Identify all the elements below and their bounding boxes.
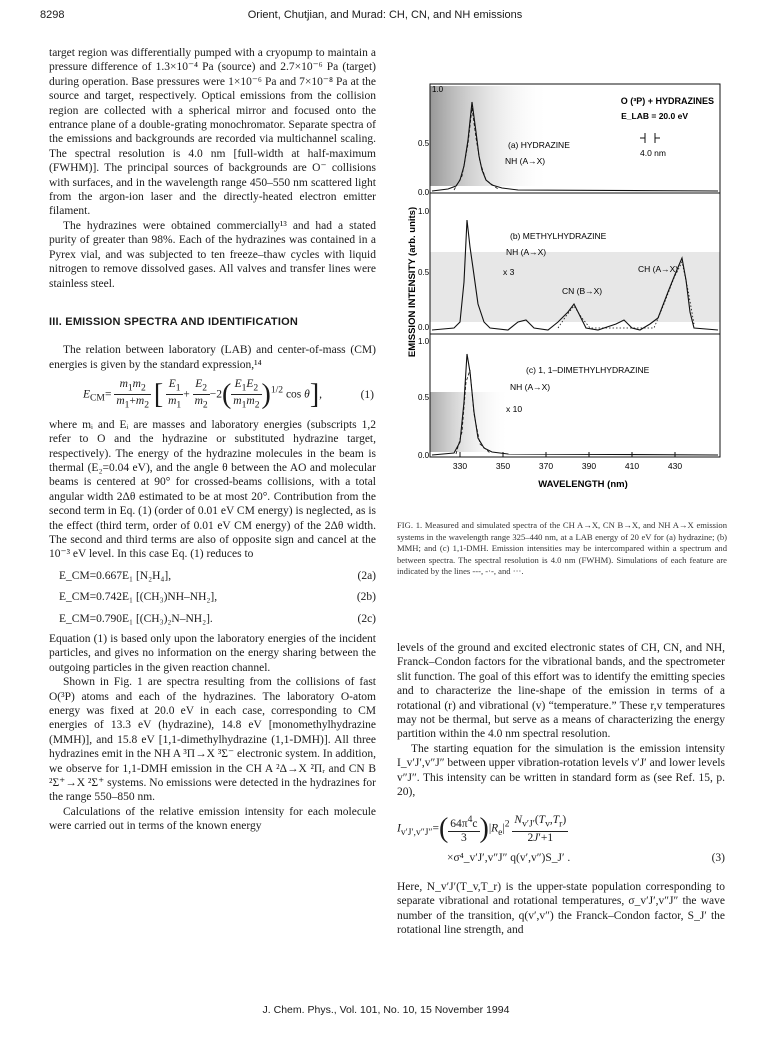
figure-1 <box>407 72 738 512</box>
y-tick: 0.5 <box>418 139 430 148</box>
x-tick: 410 <box>624 461 640 471</box>
equation-number: (3) <box>711 852 725 865</box>
equation-number: (1) <box>360 388 374 401</box>
equation-2b: E_CM=0.742E₁ [(CH₃)NH–NH₂], (2b) <box>59 591 376 604</box>
x-tick: 390 <box>581 461 597 471</box>
y-tick: 0.0 <box>418 451 430 460</box>
paragraph: The starting equation for the simulation is the emission intensity I_v′J′,v″J″ between upper vibration-rotation levels v′J′ and lower levels v″J″. This intensity can be written in standard form as (see Ref. 15, p. 20), <box>397 742 725 799</box>
x-axis-label: WAVELENGTH (nm) <box>538 479 628 490</box>
paragraph: Shown in Fig. 1 are spectra resulting from the collisions of fast O(³P) atoms and each of the hydrazines. The laboratory O-atom energy was fixed at 20.0 eV in each case, corresponding to CM energies of 13.3 eV (hydrazine), 14.8 eV [monomethylhydrazine (MMH)], and 15.8 eV [1,1-dimethylhydrazine (1,1-DMH)]. All three hydrazines emit in the NH A ³Π→X ³Σ⁻ electronic system. In addition, we observe for 1,1-DMH emission in the CH A ²Δ→X ²Πᵣ and CN B ²Σ⁺→X ²Σ⁺ systems. No emissions were detected in the hydrazines for the range 550–850 nm. <box>49 676 376 804</box>
x-tick: 330 <box>452 461 468 471</box>
equation-2a: E_CM=0.667E₁ [N₂H₄], (2a) <box>59 569 376 582</box>
page-footer: J. Chem. Phys., Vol. 101, No. 10, 15 November 1994 <box>262 1004 510 1016</box>
panel-a-band: NH (A→X) <box>505 156 546 166</box>
paragraph: where mᵢ and Eᵢ are masses and laboratory energies (subscripts 1,2 refer to O and the hydrazine or substituted hydrazine target, respectively). The energy of the hydrazine molecules in the beam is thermal (E₂=0.04 eV), and the angle θ between the AO and molecular beams is centered at 90° for crossed-beams collisions, with a total angular width 2Δθ estimated to be at most 20°. Contribution from the second term in Eq. (1) (order of 0.01 eV CM energy) is neglected, as is the effect (third term, order of 0.01 eV CM energy) of the 2Δθ width. The second and third terms are also of opposite sign and cancel at the 10⁻³ eV level. In this case Eq. (1) reduces to <box>49 418 376 561</box>
figure-caption: FIG. 1. Measured and simulated spectra of the CH A→X, CN B→X, and NH A→X emission systems in the wavelength range 325–440 nm, at a LAB energy of 20 eV for (a) hydrazine; (b) MMH; and (c) 1,1-DMH. Emission intensities may be intercompared within a spectrum and between spectra. The spectral resolution is 4.0 nm (FWHM). Simulations of each feature are indicated by the lines ---, -·-, and ···. <box>397 520 727 576</box>
y-axis-label: EMISSION INTENSITY (arb. units) <box>407 206 418 358</box>
y-tick: 0.5 <box>418 268 430 277</box>
section-heading: III. EMISSION SPECTRA AND IDENTIFICATION <box>49 315 298 328</box>
running-title: Orient, Chutjian, and Murad: CH, CN, and NH emissions <box>247 9 523 21</box>
x-tick: 430 <box>667 461 683 471</box>
panel-c-factor: x 10 <box>506 404 523 414</box>
panel-b-band: NH (A→X) <box>506 247 547 257</box>
panel-b-ch-band: CH (A→X) <box>638 264 679 274</box>
page-header <box>40 9 730 25</box>
panel-c-band: NH (A→X) <box>510 382 551 392</box>
page-number: 8298 <box>40 9 65 21</box>
y-tick: 1.0 <box>432 85 444 94</box>
equation-1: $E_{CM}=$ $\frac{m_1m_2}{m_1+m_2}$ [ $\frac{E_1}{m_1}$ + $\frac{E_2}{m_2}$ −2( $\frac{E_1E_2}{m_1m_2}$ )$^{1/2}$ cos θ], (1) <box>83 378 374 411</box>
paragraph: The hydrazines were obtained commercially¹³ and had a stated purity of greater than 98%. Each of the hydrazines was contained in a Pyrex vial, and was subjected to ten freeze–thaw cycles with liquid nitrogen to remove dissolved gases. All valves and transfer lines were stainless steel. <box>49 219 376 290</box>
panel-b-factor: x 3 <box>503 267 515 277</box>
resolution-label: 4.0 nm <box>640 148 666 158</box>
x-tick: 350 <box>495 461 511 471</box>
legend-energy: E_LAB = 20.0 eV <box>621 111 688 121</box>
y-tick: 0.0 <box>418 188 430 197</box>
paragraph: target region was differentially pumped with a cryopump to maintain a pressure difference of 1.3×10⁻⁴ Pa (source) and 2.7×10⁻⁶ Pa (target) during operation. Base pressures were 1×10⁻⁶ Pa and 7×10⁻⁸ Pa at the source and target, respectively. Optical emissions from the collision region are collected with a spherical mirror and focused onto the entrance plane of a double-grating monochromator. Separate spectra of the emissions and backgrounds are recorded via multichannel scaling. The spectral resolution is 4.0 nm [full-width at half-maximum (FWHM)]. The principal sources of backgrounds are O⁻ collisions with surfaces, and in the wavelength range 450–550 nm scattered light from the argon-ion laser and the directly-heated electron emitter filament. <box>49 47 376 218</box>
paragraph: Calculations of the relative emission intensity for each molecule were carried out in terms of the known energy <box>49 805 376 833</box>
panel-b-label: (b) METHYLHYDRAZINE <box>510 231 607 241</box>
equation-2c: E_CM=0.790E₁ [(CH₃)₂N–NH₂]. (2c) <box>59 612 376 625</box>
paragraph: Here, N_v′J′(T_v,T_r) is the upper-state population corresponding to separate vibrational and rotational temperatures, σ_v′J′,v″J″ the wave number of the transition, q(v′,v″) the Franck–Condon factor, S_J′ the rotational line strength, and <box>397 880 725 936</box>
x-tick: 370 <box>538 461 554 471</box>
panel-c-label: (c) 1, 1–DIMETHYLHYDRAZINE <box>526 365 650 375</box>
y-tick: 1.0 <box>418 337 430 346</box>
panel-b-cn-band: CN (B→X) <box>562 286 603 296</box>
right-column <box>397 641 725 937</box>
paragraph: The relation between laboratory (LAB) and center-of-mass (CM) energies is given by the standard expression,¹⁴ <box>49 344 376 371</box>
equation-3: $I_{v'J',v''J''}=$( $\frac{64\pi^4c}{3}$ )$|R_e|^2$ $\frac{N_{v'J'}(T_v,T_r)}{2J'+1}$ ×σ⁴_v′J′,v″J″ q(v′,v″)S_J′ . (3) <box>397 813 725 865</box>
y-tick: 0.0 <box>418 323 430 332</box>
paragraph: Equation (1) is based only upon the laboratory energies of the incident particles, and gives no information on the energy sharing between the outgoing particles in the given reaction channel. <box>49 633 376 674</box>
y-tick: 1.0 <box>418 207 430 216</box>
panel-a-label: (a) HYDRAZINE <box>508 140 570 150</box>
left-column <box>49 46 376 834</box>
paragraph: levels of the ground and excited electronic states of CH, CN, and NH, Franck–Condon factors for the vibrational bands, and the spectrometer slit function. The goal of this effort was to identify the emitting species and to characterize the line-shape of the emission in terms of a rotational (r) and vibrational (v) “temperature.” These r,v temperatures may not be thermal, but serve as a means of characterizing the energy partition within the 4.0 nm spectral resolution. <box>397 642 725 741</box>
equation-3-line2: ×σ⁴_v′J′,v″J″ q(v′,v″)S_J′ . <box>447 852 571 865</box>
legend-title: O (³P) + HYDRAZINES <box>620 96 714 106</box>
y-tick: 0.5 <box>418 393 430 402</box>
